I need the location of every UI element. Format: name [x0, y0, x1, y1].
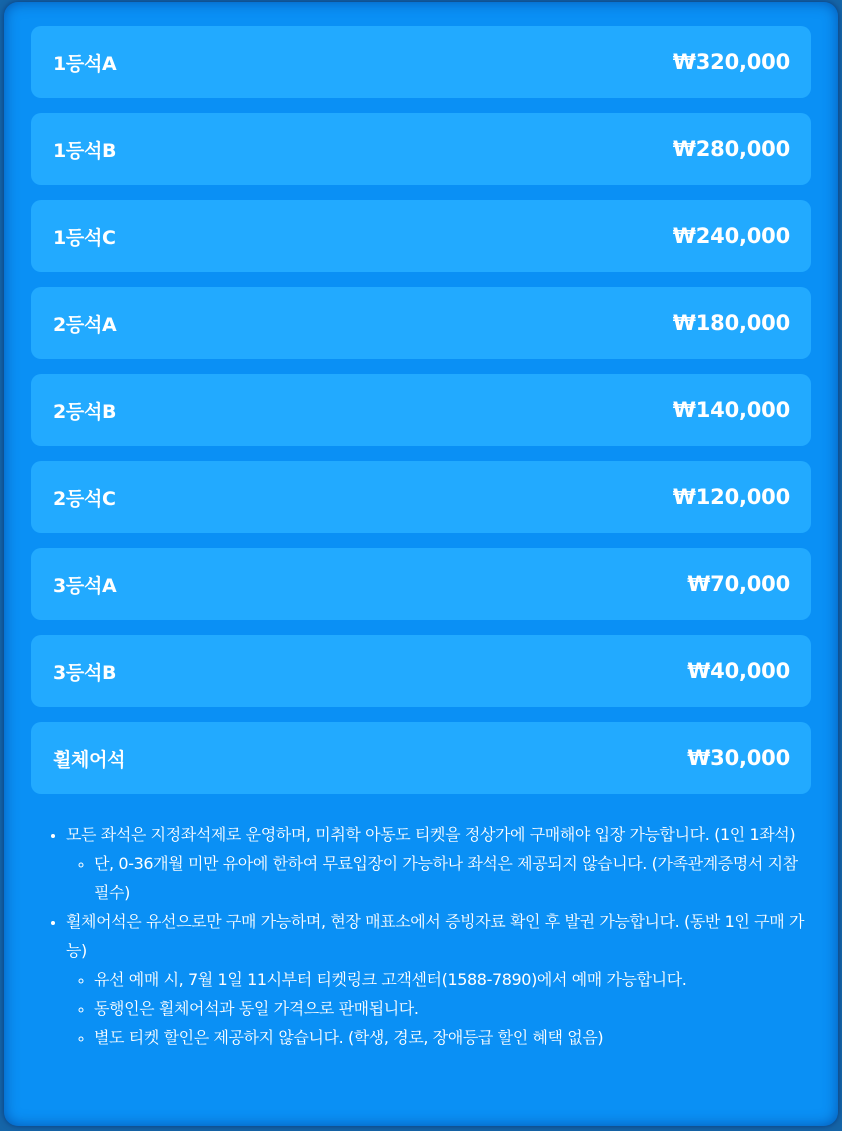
seat-price: ₩280,000 — [672, 137, 790, 161]
price-panel — [4, 2, 838, 1126]
seat-price: ₩320,000 — [672, 50, 790, 74]
seat-row — [31, 548, 811, 620]
seat-price: ₩180,000 — [672, 311, 790, 335]
seat-name: 3등석B — [53, 661, 117, 684]
seat-row — [31, 26, 811, 98]
seat-name: 2등석C — [53, 487, 116, 510]
notice-item — [66, 907, 810, 1052]
seat-row — [31, 200, 811, 272]
seat-price: ₩30,000 — [687, 746, 790, 770]
seat-price: ₩140,000 — [672, 398, 790, 422]
notice-sub-text: 동행인은 휠체어석과 동일 가격으로 판매됩니다. — [94, 999, 419, 1018]
seat-name: 1등석A — [53, 52, 117, 75]
notice-sub-item — [94, 994, 810, 1023]
notice-list — [40, 820, 810, 1052]
seat-price-list — [31, 26, 811, 809]
seat-name: 2등석B — [53, 400, 117, 423]
seat-name: 1등석C — [53, 226, 116, 249]
notice-text: 휠체어석은 유선으로만 구매 가능하며, 현장 매표소에서 증빙자료 확인 후 발권 가능합니다. (동반 1인 구매 가능) — [66, 912, 805, 960]
seat-row — [31, 113, 811, 185]
seat-price: ₩120,000 — [672, 485, 790, 509]
seat-name: 3등석A — [53, 574, 117, 597]
notice-sub-item — [94, 965, 810, 994]
seat-name: 2등석A — [53, 313, 117, 336]
notice-text: 모든 좌석은 지정좌석제로 운영하며, 미취학 아동도 티켓을 정상가에 구매해야 입장 가능합니다. (1인 1좌석) — [66, 825, 796, 844]
notice-sub-bullets — [66, 849, 810, 907]
seat-name: 휠체어석 — [53, 748, 126, 771]
seat-name: 1등석B — [53, 139, 117, 162]
notice-sub-text: 별도 티켓 할인은 제공하지 않습니다. (학생, 경로, 장애등급 할인 혜택 없음) — [94, 1028, 604, 1047]
notice-sub-item — [94, 849, 810, 907]
seat-row — [31, 635, 811, 707]
notice-sub-bullets — [66, 965, 810, 1052]
seat-price: ₩40,000 — [687, 659, 790, 683]
notice-item — [66, 820, 810, 907]
notice-sub-text: 유선 예매 시, 7월 1일 11시부터 티켓링크 고객센터(1588-7890)에서 예매 가능합니다. — [94, 970, 687, 989]
seat-row-wheelchair — [31, 722, 811, 794]
seat-price: ₩70,000 — [687, 572, 790, 596]
seat-row — [31, 461, 811, 533]
seat-row — [31, 287, 811, 359]
seat-price: ₩240,000 — [672, 224, 790, 248]
notice-bullets — [40, 820, 810, 1052]
seat-row — [31, 374, 811, 446]
notice-sub-item — [94, 1023, 810, 1052]
notice-sub-text: 단, 0-36개월 미만 유아에 한하여 무료입장이 가능하나 좌석은 제공되지 않습니다. (가족관계증명서 지참 필수) — [94, 854, 798, 902]
